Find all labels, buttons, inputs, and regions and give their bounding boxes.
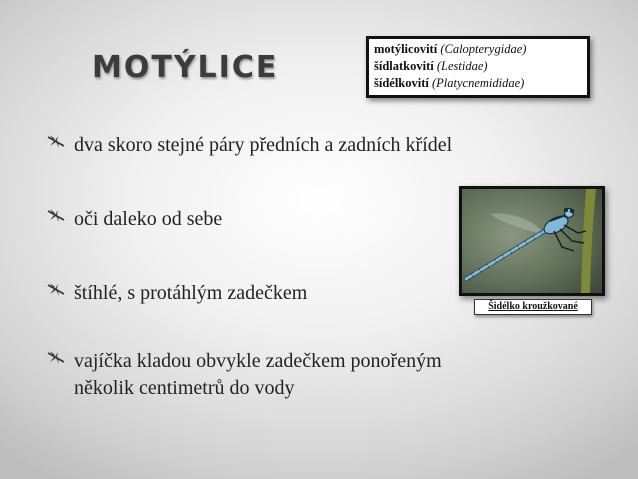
bullet-text: dva skoro stejné páry předních a zadních křídel bbox=[74, 134, 453, 156]
photo-caption: Šidélko kroužkované bbox=[474, 299, 592, 315]
family-row bbox=[374, 58, 582, 75]
damselfly-image bbox=[462, 189, 602, 293]
bullet-text-continued: několik centimetrů do vody bbox=[74, 377, 295, 399]
family-czech-name: šídélkovití bbox=[374, 76, 429, 90]
dragonfly-icon bbox=[46, 209, 66, 223]
bullet-text: vajíčka kladou obvykle zadečkem ponořeným bbox=[74, 350, 442, 372]
families-box bbox=[366, 36, 590, 98]
bullet-text: štíhlé, s protáhlým zadečkem bbox=[74, 282, 308, 304]
dragonfly-icon bbox=[46, 283, 66, 297]
dragonfly-icon bbox=[46, 351, 66, 365]
dragonfly-icon bbox=[46, 135, 66, 149]
family-latin-name: (Platycnemididae) bbox=[432, 76, 525, 90]
slide-title: MOTÝLICE bbox=[92, 50, 279, 85]
damselfly-photo bbox=[459, 186, 605, 296]
family-czech-name: šídlatkovití bbox=[374, 59, 434, 73]
family-row bbox=[374, 75, 582, 92]
bullet-text: oči daleko od sebe bbox=[74, 208, 223, 230]
family-latin-name: (Lestidae) bbox=[436, 59, 488, 73]
family-row bbox=[374, 41, 582, 58]
family-latin-name: (Calopterygidae) bbox=[440, 42, 527, 56]
family-czech-name: motýlicovití bbox=[374, 42, 438, 56]
